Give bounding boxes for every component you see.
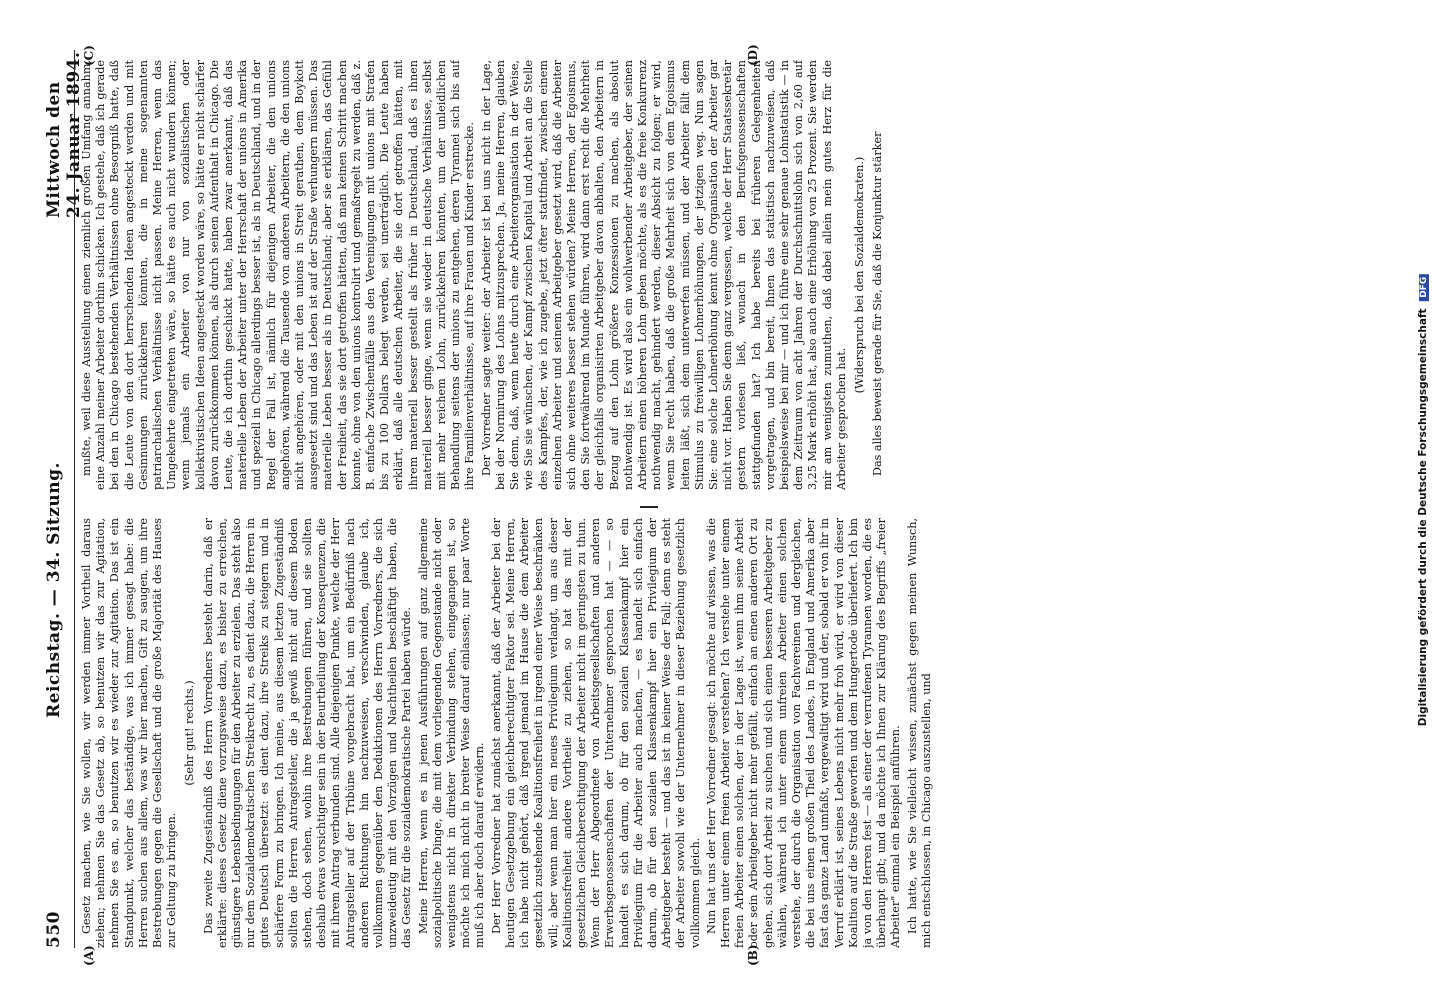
- margin-marker-b: (B): [746, 944, 760, 966]
- credit-text: Digitalisierung gefördert durch die Deutsche Forschungsgemeinschaft: [1417, 308, 1429, 727]
- left-column-paragraph: Meine Herren, wenn es in jenen Ausführungen auf ganz allgemeine sozialpolitische Dinge, die mit dem vorliegenden Gegenstande nicht oder wenigstens nicht in direkter Verbindung stehen, eingegangen ist, so möchte ich mich nicht in breiter Weise darauf einlassen; nur paar Worte muß ich aber doch darauf erwidern.: [416, 518, 487, 948]
- right-column-paragraph: (Widerspruch bei den Sozialdemokraten.): [852, 156, 866, 394]
- left-column-paragraph: Gesetz machen, wie Sie wollen, wir werden immer Vortheil daraus ziehen; nehmen Sie das Gesetz ab, so benutzen wir das zur Agitation, nehmen Sie es an, so benutzen wir es wieder zur Agitation. Das ist ein Standpunkt, welcher das beständige, was ich immer gesagt habe: die Herren suchen aus allem, was wir hier machen, Gift zu saugen, um ihre Bestrebungen gegen die Gesellschaft und die große Majorität des Hauses zur Geltung zu bringen.: [80, 518, 179, 948]
- margin-marker-c: (C): [82, 45, 96, 66]
- session-title: Reichstag. — 34. Sitzung.: [44, 462, 64, 718]
- left-column-paragraph: Der Herr Vorredner hat zunächst anerkannt, daß der Arbeiter bei der heutigen Gesetzgebung ein gleichberechtigter Faktor sei. Meine Herren, ich habe nicht gehört, daß irgend jemand im Hause die dem Arbeiter gesetzlich zustehende Koalitionsfreiheit in irgend einer Weise beschränken will; aber wenn man hier ein neues Privilegium verlangt, um aus dieser Koalitionsfreiheit andere Vortheile zu ziehen, so hat das mit der gesetzlichen Gleichberechtigung der Arbeiter nicht im geringsten zu thun. Wenn der Herr Abgeordnete von Arbeitsgesellschaften und anderen Erwerbsgenossenschaften der Unternehmer gesprochen hat — — so handelt es sich darum, ob für den sozialen Klassenkampf hier ein Privilegium für die Arbeiter auch machen, — es handelt sich einfach darum, ob für den sozialen Klassenkampf hier ein Privilegium der Arbeitgeber besteht — und das ist in keiner Weise der Fall; denn es steht der Arbeiter sowohl wie der Unternehmer in dieser Beziehung gesetzlich vollkommen gleich.: [489, 518, 702, 948]
- session-date: Mittwoch den 24. Januar 1894.: [44, 51, 84, 218]
- left-column-paragraph: Ich hatte, wie Sie vielleicht wissen, zunächst gegen meinen Wunsch, mich entschlossen, in Chicago auszustellen, und: [905, 518, 933, 948]
- right-column-paragraph: mußte, weil diese Ausstellung einen ziemlich großen Umfang annahm, eine Anzahl meiner Arbeiter dorthin schicken. Ich gestehe, daß ich gerade bei den in Chicago bestehenden Verhältnissen ohne Besorgniß hatte, daß die Leute von den dort herrschenden Ideen angesteckt werden und mit Gesinnungen zurückkehren könnten, die in meine sogenannten patriarchalischen Verhältnisse nicht passen. Meine Herren, wenn das Umgekehrte eingetreten wäre, so hätte es auch nicht wundern können; wenn jemals ein Arbeiter von nur von sozialistischen oder kollektivistischen Ideen angesteckt worden wäre, so hätte er nicht schärfer davon zurückkommen können, als durch seinen Aufenthalt in Chicago. Die Leute, die ich dorthin geschickt hatte, haben zwar anerkannt, daß das materielle Leben der Arbeiter unter der Herrschaft der unions in Amerika und speziell in Chicago allerdings besser ist, als in Deutschland, und in der Regel der Fall ist, nämlich für diejenigen Arbeiter, die den unions angehören, während die Tausende von anderen Arbeitern, die den unions nicht angehören, oder mit den unions in Streit gerathen, dem Boykott ausgesetzt sind und das Leben ist auf der Straße verhungern müssen. Das materielle Leben besser als in Deutschland; aber sie erklären, das Gefühl der Freiheit, das sie dort getroffen hätten, daß man keinen Schritt machen konnte, ohne von den unions kontrolirt und gemaßregelt zu werden, daß z. B. einfache Zwischenfälle aus den Vereinigungen mit unions mit Strafen bis zu 100 Dollars belegt werden, sei unerträglich. Die Leute haben erklärt, daß alle deutschen Arbeiter, die sie dort getroffen hätten, mit ihrem materiell besser gestellt als früher in Deutschland, daß es ihnen materiell besser ginge, wenn sie wieder in deutsche Verhältnisse, selbst mit mehr reichem Lohn, zurückkehren könnten, um der unleidlichen Behandlung seitens der unions zu entgehen, deren Tyrannei sich bis auf ihre Familienverhältnisse, auf ihre Frauen und Kinder erstrecke.: [80, 60, 477, 490]
- digitization-credit: [1411, 10, 1432, 990]
- page-number: 550: [44, 911, 64, 948]
- page-header: [42, 50, 84, 948]
- dfg-logo: DFG: [1419, 274, 1429, 301]
- left-column-paragraph: Das zweite Zugeständniß des Herrn Vorredners besteht darin, daß er erklärte: dieses Gesetz diene vorzugsweise dazu, es bisher zu erreichen, günstigere Lebensbedingungen für den Arbeiter zu erzielen. Das steht also nur dem Sozialdemokratischen Streikrecht zu, es dient dazu, die Herren in gutes Deutsch übersetzt: es dient dazu, ihre Streiks zu steigern und in schärfere Form zu bringen. Ich meine, aus diesem letzten Zugeständniß sollten die Herren Antragsteller, die ja gewiß nicht auf diesem Boden stehen, doch sehen, wohin ihre Bestrebungen führen, und sie sollten deshalb etwas vorsichtiger sein in der Beurtheilung der Konsequenzen, die mit ihrem Antrag verbunden sind. Alle diejenigen Punkte, welche der Herr Antragsteller auf der Tribüne vorgebracht hat, um ein Bedürfniß nach anderen Richtungen hin nachzuweisen, verschwinden, glaube ich, vollkommen gegenüber den Deduktionen des Herrn Vorredners, die sich unzweideutig mit den Vorzügen und Nachtheilen beschäftigt haben, die das Gesetz für die sozialdemokratische Partei haben würde.: [201, 518, 414, 948]
- header-rule: [74, 50, 75, 948]
- left-column: [80, 518, 1370, 948]
- column-divider-mark: [640, 506, 658, 508]
- right-column-paragraph: Das alles beweist gerade für Sie, daß die Konjunktur stärker: [871, 131, 885, 476]
- left-column-paragraph: Nun hat uns der Herr Vorredner gesagt: ich möchte auf wissen, was die Herren unter einem freien Arbeiter verstehen? Ich verstehe unter einem freien Arbeiter einen solchen, der in der Lage ist, wenn ihm seine Arbeit oder sein Arbeitgeber nicht mehr gefällt, einfach an einen anderen Ort zu gehen, sich dort Arbeit zu suchen und sich einen besseren Arbeitgeber zu wählen, während ich unter einem unfreien Arbeiter einen solchen verstehe, der durch die Organisation von Fachvereinen und dergleichen, die bei uns einen großen Theil des Landes, in England und Amerika aber fast das ganze Land umfaßt, vergewaltigt wird und der, sobald er von ihr in Verruf erklärt ist, seines Lebens nicht mehr froh wird, er wird von dieser Koalition auf die Straße geworfen und dem Hungertode überliefert. Ich bin ja von den Herren fest — als einer der verrufenen Tyrannen worden, die es überhaupt gibt; und da möchte ich Ihnen zur Klärung des Begriffs „freier Arbeiter" einmal ein Beispiel anführen.: [704, 518, 903, 948]
- rotated-page: [36, 30, 1396, 970]
- margin-marker-a: (A): [82, 945, 96, 966]
- right-column: [80, 60, 1370, 490]
- left-column-paragraph: (Sehr gut! rechts.): [183, 680, 197, 786]
- right-column-paragraph: Der Vorredner sagte weiter: der Arbeiter ist bei uns nicht in der Lage, bei der Normirung des Lohns mitzusprechen. Ja, meine Herren, glauben Sie denn, daß, wenn heute durch eine Arbeiterorganisation in der Weise, wie Sie sie wünschen, der Kampf zwischen Kapital und Arbeit an die Stelle des Kampfes, der, wie ich zugebe, jetzt öfter stattfindet, zwischen einem einzelnen Arbeiter und seinem Arbeitgeber gesetzt wird, daß die Arbeiter sich ohne weiteres besser stehen würden? Meine Herren, der Egoismus, den Sie fortwährend im Munde führen, wird dann erst recht die Mehrheit der gleichfalls organisirten Arbeitgeber davon abhalten, den Arbeitern in Bezug auf den Lohn größere Konzessionen zu machen, als absolut nothwendig ist. Es wird also ein wohlwerbender Arbeitgeber, der seinen Arbeitern einen höheren Lohn geben möchte, als es die freie Konkurrenz nothwendig macht, gehindert werden, dieser Absicht zu folgen; er wird, wenn Sie recht haben, daß die große Mehrheit sich von dem Egoismus leiten läßt, sich dem unterwerfen müssen, und der Arbeiter fällt dem Stimulus zu freiwilligen Lohnerhöhungen, der jetzigen weg. Nun sagen Sie: eine solche Lohnerhöhung kennt ohne Organisation der Arbeiter gar nicht vor. Haben Sie denn ganz vergessen, welche der Herr Staatssekretär gestern vorlesen ließ, wonach in den Berufsgenossenschaften stattgefunden hat? Ich habe bereits bei früheren Gelegenheiten vorgetragen, und bin bereit, Ihnen das statistisch nachzuweisen, daß beispielsweise bei mir — und ich führe eine sehr genaue Lohnstatistik — in dem Zeitraum von acht Jahren der Durchschnittslohn sich von 2,60 auf 3,25 Mark erhöht hat, also auch eine Erhöhung von 25 Prozent. Sie werden mir am wenigsten zumuthen, daß dabei allein mein gutes Herz für die Arbeiter gesprochen hat.: [479, 60, 848, 490]
- margin-marker-d: (D): [746, 44, 760, 66]
